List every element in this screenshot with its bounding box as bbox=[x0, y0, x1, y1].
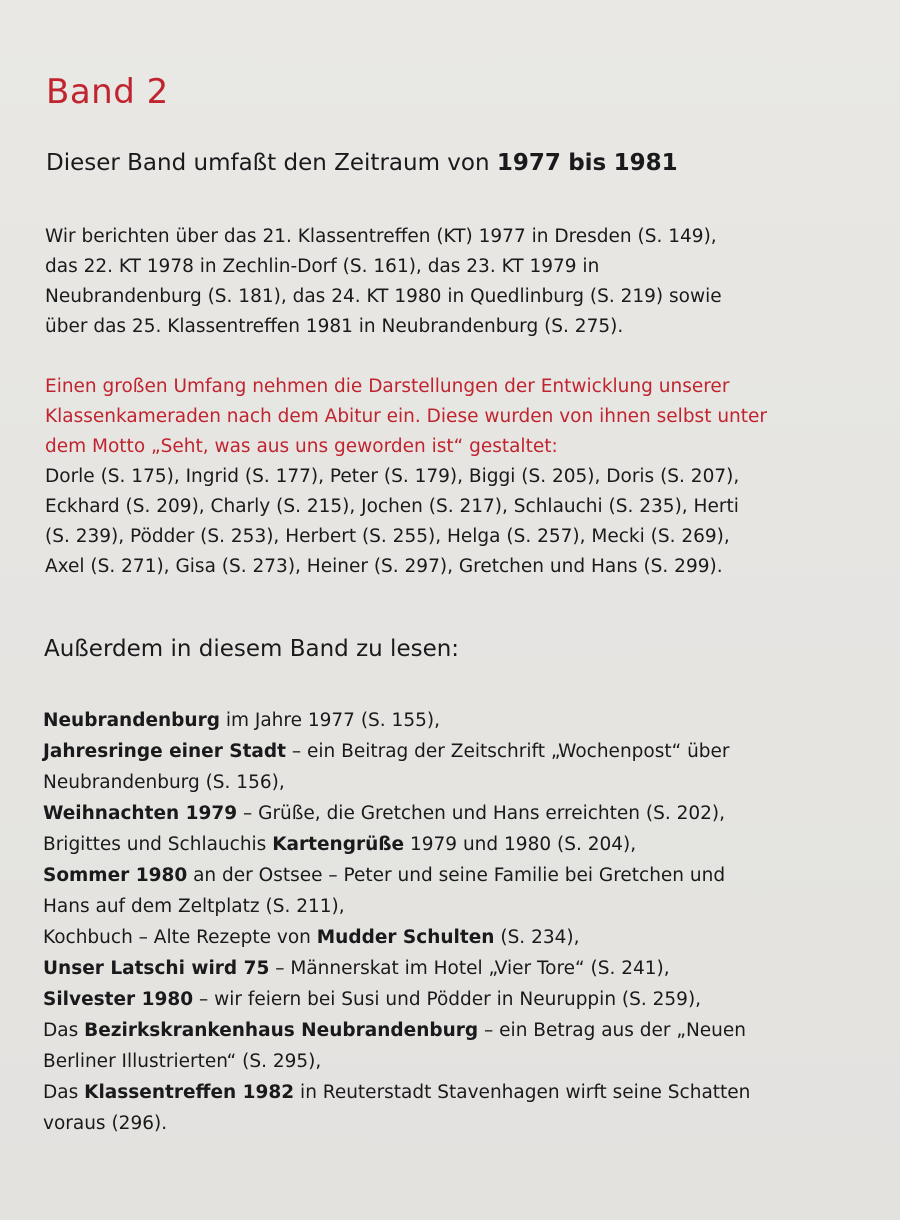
list-item: voraus (296). bbox=[43, 1113, 168, 1134]
intro-line: das 22. KT 1978 in Zechlin-Dorf (S. 161), das 23. KT 1979 in bbox=[45, 256, 600, 277]
list-item: Das Bezirkskrankenhaus Neubrandenburg – ein Betrag aus der „Neuen bbox=[43, 1020, 747, 1041]
subtitle-connector: bis bbox=[568, 150, 607, 176]
list-item: Neubrandenburg im Jahre 1977 (S. 155), bbox=[43, 710, 440, 731]
list-item: Silvester 1980 – wir feiern bei Susi und Pödder in Neuruppin (S. 259), bbox=[43, 989, 702, 1010]
highlight-paragraph bbox=[45, 372, 865, 462]
section-heading: Außerdem in diesem Band zu lesen: bbox=[44, 636, 460, 662]
list-item: Jahresringe einer Stadt – ein Beitrag der Zeitschrift „Wochenpost“ über bbox=[43, 741, 730, 762]
page-title: Band 2 bbox=[46, 72, 169, 112]
names-line: (S. 239), Pödder (S. 253), Herbert (S. 255), Helga (S. 257), Mecki (S. 269), bbox=[45, 526, 730, 547]
list-item: Unser Latschi wird 75 – Männerskat im Hotel „Vier Tore“ (S. 241), bbox=[43, 958, 670, 979]
list-item: Weihnachten 1979 – Grüße, die Gretchen und Hans erreichten (S. 202), bbox=[43, 803, 725, 824]
intro-line: Wir berichten über das 21. Klassentreffen (KT) 1977 in Dresden (S. 149), bbox=[45, 226, 717, 247]
names-line: Eckhard (S. 209), Charly (S. 215), Jochen (S. 217), Schlauchi (S. 235), Herti bbox=[45, 496, 739, 517]
subtitle-to-year: 1981 bbox=[613, 150, 678, 176]
subtitle-from-year: 1977 bbox=[496, 150, 561, 176]
names-line: Dorle (S. 175), Ingrid (S. 177), Peter (S. 179), Biggi (S. 205), Doris (S. 207), bbox=[45, 466, 740, 487]
intro-line: Neubrandenburg (S. 181), das 24. KT 1980 in Quedlinburg (S. 219) sowie bbox=[45, 286, 722, 307]
highlight-line: Klassenkameraden nach dem Abitur ein. Diese wurden von ihnen selbst unter bbox=[45, 406, 768, 427]
highlight-line: dem Motto „Seht, was aus uns geworden ist“ gestaltet: bbox=[45, 436, 558, 457]
list-item: Hans auf dem Zeltplatz (S. 211), bbox=[43, 896, 345, 917]
list-item: Sommer 1980 an der Ostsee – Peter und seine Familie bei Gretchen und bbox=[43, 865, 726, 886]
list-item: Das Klassentreffen 1982 in Reuterstadt Stavenhagen wirft seine Schatten bbox=[43, 1082, 751, 1103]
list-item: Brigittes und Schlauchis Kartengrüße 1979 und 1980 (S. 204), bbox=[43, 834, 637, 855]
list-item: Kochbuch – Alte Rezepte von Mudder Schulten (S. 234), bbox=[43, 927, 580, 948]
intro-line: über das 25. Klassentreffen 1981 in Neubrandenburg (S. 275). bbox=[45, 316, 624, 337]
highlight-line: Einen großen Umfang nehmen die Darstellungen der Entwicklung unserer bbox=[45, 376, 730, 397]
names-line: Axel (S. 271), Gisa (S. 273), Heiner (S. 297), Gretchen und Hans (S. 299). bbox=[45, 556, 723, 577]
intro-paragraph bbox=[45, 222, 865, 342]
contents-list bbox=[43, 705, 873, 1139]
names-paragraph bbox=[45, 462, 865, 582]
list-item: Berliner Illustrierten“ (S. 295), bbox=[43, 1051, 322, 1072]
list-item: Neubrandenburg (S. 156), bbox=[43, 772, 285, 793]
period-subtitle bbox=[46, 150, 678, 176]
subtitle-prefix: Dieser Band umfaßt den Zeitraum von bbox=[46, 150, 490, 176]
